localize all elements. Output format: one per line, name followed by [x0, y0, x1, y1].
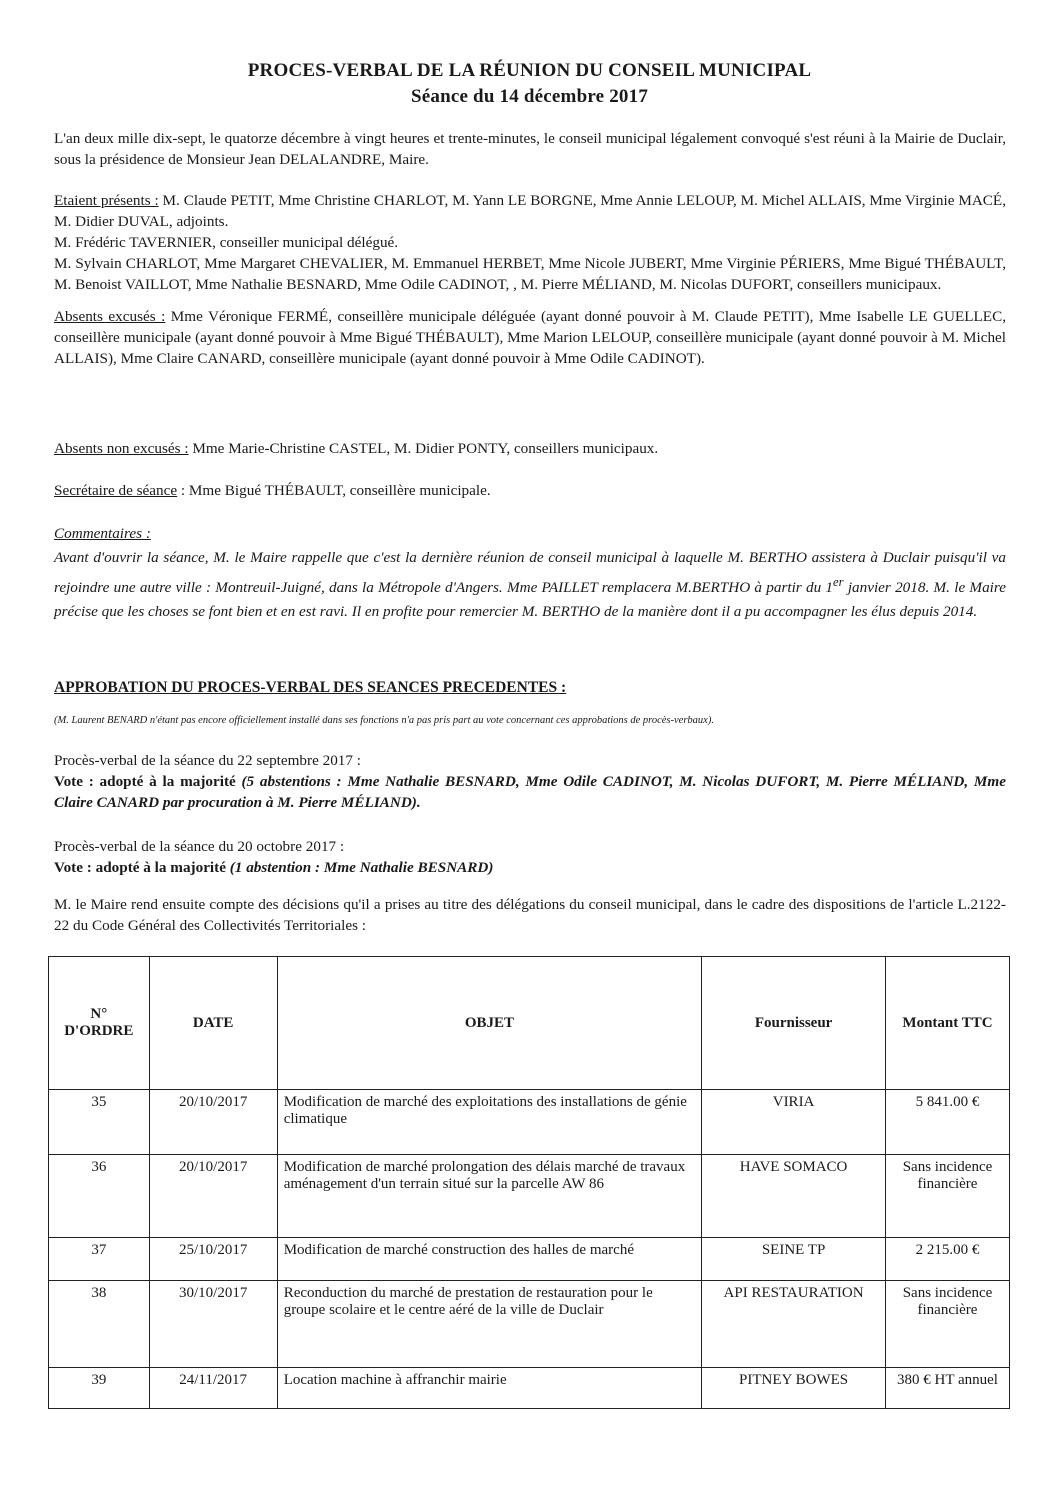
- secretaire-label: Secrétaire de séance: [54, 482, 178, 499]
- presents-line2: M. Frédéric TAVERNIER, conseiller municipal délégué.: [54, 234, 399, 251]
- pv2-detail: (1 abstention : Mme Nathalie BESNARD): [229, 859, 494, 876]
- commentaires-sup: er: [833, 575, 844, 589]
- intro-paragraph: L'an deux mille dix-sept, le quatorze décembre à vingt heures et trente-minutes, le conseil municipal légalement convoqué s'est réuni à la Mairie de Duclair, sous la présidence de Monsieur Jean DELALANDRE, Maire.: [54, 130, 1006, 168]
- document-subtitle: Séance du 14 décembre 2017: [410, 86, 649, 107]
- presents-line1: M. Claude PETIT, Mme Christine CHARLOT, M. Yann LE BORGNE, Mme Annie LELOUP, M. Michel ALLAIS, Mme Virginie MACÉ, M. Didier DUVAL, adjoints.: [54, 192, 1006, 230]
- pv2-section: [54, 836, 1006, 878]
- cell-num: 36: [49, 1155, 150, 1238]
- cell-date: 24/11/2017: [149, 1368, 277, 1409]
- cell-fournisseur: HAVE SOMACO: [702, 1155, 886, 1238]
- cell-date: 25/10/2017: [149, 1238, 277, 1281]
- cell-objet: Modification de marché prolongation des délais marché de travaux aménagement d'un terrain situé sur la parcelle AW 86: [277, 1155, 701, 1238]
- presents-label: Etaient présents :: [54, 192, 159, 209]
- header-date: DATE: [149, 957, 277, 1090]
- absents-excuses-section: [54, 306, 1006, 369]
- table-row: [49, 1238, 1010, 1281]
- cell-num: 35: [49, 1090, 150, 1155]
- header-num-b: D'ORDRE: [64, 1023, 134, 1039]
- table-row: [49, 1155, 1010, 1238]
- document-title: PROCES-VERBAL DE LA RÉUNION DU CONSEIL MUNICIPAL: [247, 60, 812, 81]
- cell-fournisseur: VIRIA: [702, 1090, 886, 1155]
- header-objet: OBJET: [277, 957, 701, 1090]
- cell-montant: Sans incidence financière: [885, 1155, 1009, 1238]
- header-num: [49, 957, 150, 1090]
- presents-section: [54, 190, 1006, 295]
- header-montant: Montant TTC: [885, 957, 1009, 1090]
- cell-date: 20/10/2017: [149, 1155, 277, 1238]
- secretaire-text: : Mme Bigué THÉBAULT, conseillère municipale.: [177, 482, 491, 499]
- cell-montant: 2 215.00 €: [885, 1238, 1009, 1281]
- cell-montant: 5 841.00 €: [885, 1090, 1009, 1155]
- table-row: [49, 1368, 1010, 1409]
- cell-fournisseur: SEINE TP: [702, 1238, 886, 1281]
- decisions-table: [48, 956, 1010, 1409]
- decisions-intro: M. le Maire rend ensuite compte des décisions qu'il a prises au titre des délégations du conseil municipal, dans le cadre des dispositions de l'article L.2122-22 du Code Général des Collectivités Territoriales :: [54, 896, 1006, 934]
- commentaires-label: Commentaires :: [54, 525, 151, 542]
- approbation-heading: APPROBATION DU PROCES-VERBAL DES SEANCES PRECEDENTES :: [54, 679, 567, 696]
- header-fournisseur: Fournisseur: [702, 957, 886, 1090]
- approbation-note: (M. Laurent BENARD n'étant pas encore officiellement installé dans ses fonctions n'a pas pris part au vote concernant ces approbations de procès-verbaux).: [54, 715, 714, 726]
- absents-non-excuses-section: [54, 438, 1006, 459]
- cell-num: 39: [49, 1368, 150, 1409]
- header-num-a: N°: [90, 1006, 108, 1022]
- cell-montant: 380 € HT annuel: [885, 1368, 1009, 1409]
- cell-num: 37: [49, 1238, 150, 1281]
- table-row: [49, 1281, 1010, 1368]
- absents-excuses-label: Absents excusés :: [54, 308, 166, 325]
- cell-fournisseur: API RESTAURATION: [702, 1281, 886, 1368]
- secretaire-section: [54, 480, 1006, 501]
- cell-num: 38: [49, 1281, 150, 1368]
- cell-objet: Modification de marché construction des halles de marché: [277, 1238, 701, 1281]
- pv1-vote: Vote : adopté à la majorité: [54, 773, 242, 790]
- cell-date: 30/10/2017: [149, 1281, 277, 1368]
- table-row: [49, 1090, 1010, 1155]
- pv1-section: [54, 750, 1006, 813]
- pv1-detail: (5 abstentions : Mme Nathalie BESNARD, Mme Odile CADINOT, M. Nicolas DUFORT, M. Pierre MÉLIAND, Mme Claire CANARD par procuration à M. Pierre MÉLIAND).: [54, 773, 1006, 811]
- cell-objet: Location machine à affranchir mairie: [277, 1368, 701, 1409]
- commentaires-text-a: Avant d'ouvrir la séance, M. le Maire rappelle que c'est la dernière réunion de conseil municipal à laquelle M. BERTHO assistera à Duclair puisqu'il va rejoindre une autre ville : Montreuil-Juigné, dans la Métropole d'Angers. Mme PAILLET remplacera M.BERTHO à partir du 1: [54, 549, 1006, 597]
- commentaires-section: [54, 522, 1006, 624]
- cell-objet: Reconduction du marché de prestation de restauration pour le groupe scolaire et le centre aéré de la ville de Duclair: [277, 1281, 701, 1368]
- cell-date: 20/10/2017: [149, 1090, 277, 1155]
- cell-montant: Sans incidence financière: [885, 1281, 1009, 1368]
- absents-non-excuses-label: Absents non excusés :: [54, 440, 189, 457]
- cell-fournisseur: PITNEY BOWES: [702, 1368, 886, 1409]
- pv1-title: Procès-verbal de la séance du 22 septembre 2017 :: [54, 752, 362, 769]
- presents-line3: M. Sylvain CHARLOT, Mme Margaret CHEVALIER, M. Emmanuel HERBET, Mme Nicole JUBERT, Mme Virginie PÉRIERS, Mme Bigué THÉBAULT, M. Benoist VAILLOT, Mme Nathalie BESNARD, Mme Odile CADINOT, , M. Pierre MÉLIAND, M. Nicolas DUFORT, conseillers municipaux.: [54, 255, 1006, 293]
- pv2-vote: Vote : adopté à la majorité: [54, 859, 230, 876]
- absents-non-excuses-text: Mme Marie-Christine CASTEL, M. Didier PONTY, conseillers municipaux.: [188, 440, 659, 457]
- table-header-row: [49, 957, 1010, 1090]
- commentaires-text-b: janvier 2018. M. le Maire précise que les choses se font bien et en est ravi. Il en profite pour remercier M. BERTHO de la manière dont il a pu accompagner les élus depuis 2014.: [54, 579, 1006, 621]
- cell-objet: Modification de marché des exploitations des installations de génie climatique: [277, 1090, 701, 1155]
- pv2-title: Procès-verbal de la séance du 20 octobre 2017 :: [54, 838, 345, 855]
- absents-excuses-text: Mme Véronique FERMÉ, conseillère municipale déléguée (ayant donné pouvoir à M. Claude PETIT), Mme Isabelle LE GUELLEC, conseillère municipale (ayant donné pouvoir à Mme Bigué THÉBAULT), Mme Marion LELOUP, conseillère municipale (ayant donné pouvoir à M. Michel ALLAIS), Mme Claire CANARD, conseillère municipale (ayant donné pouvoir à Mme Odile CADINOT).: [54, 308, 1007, 367]
